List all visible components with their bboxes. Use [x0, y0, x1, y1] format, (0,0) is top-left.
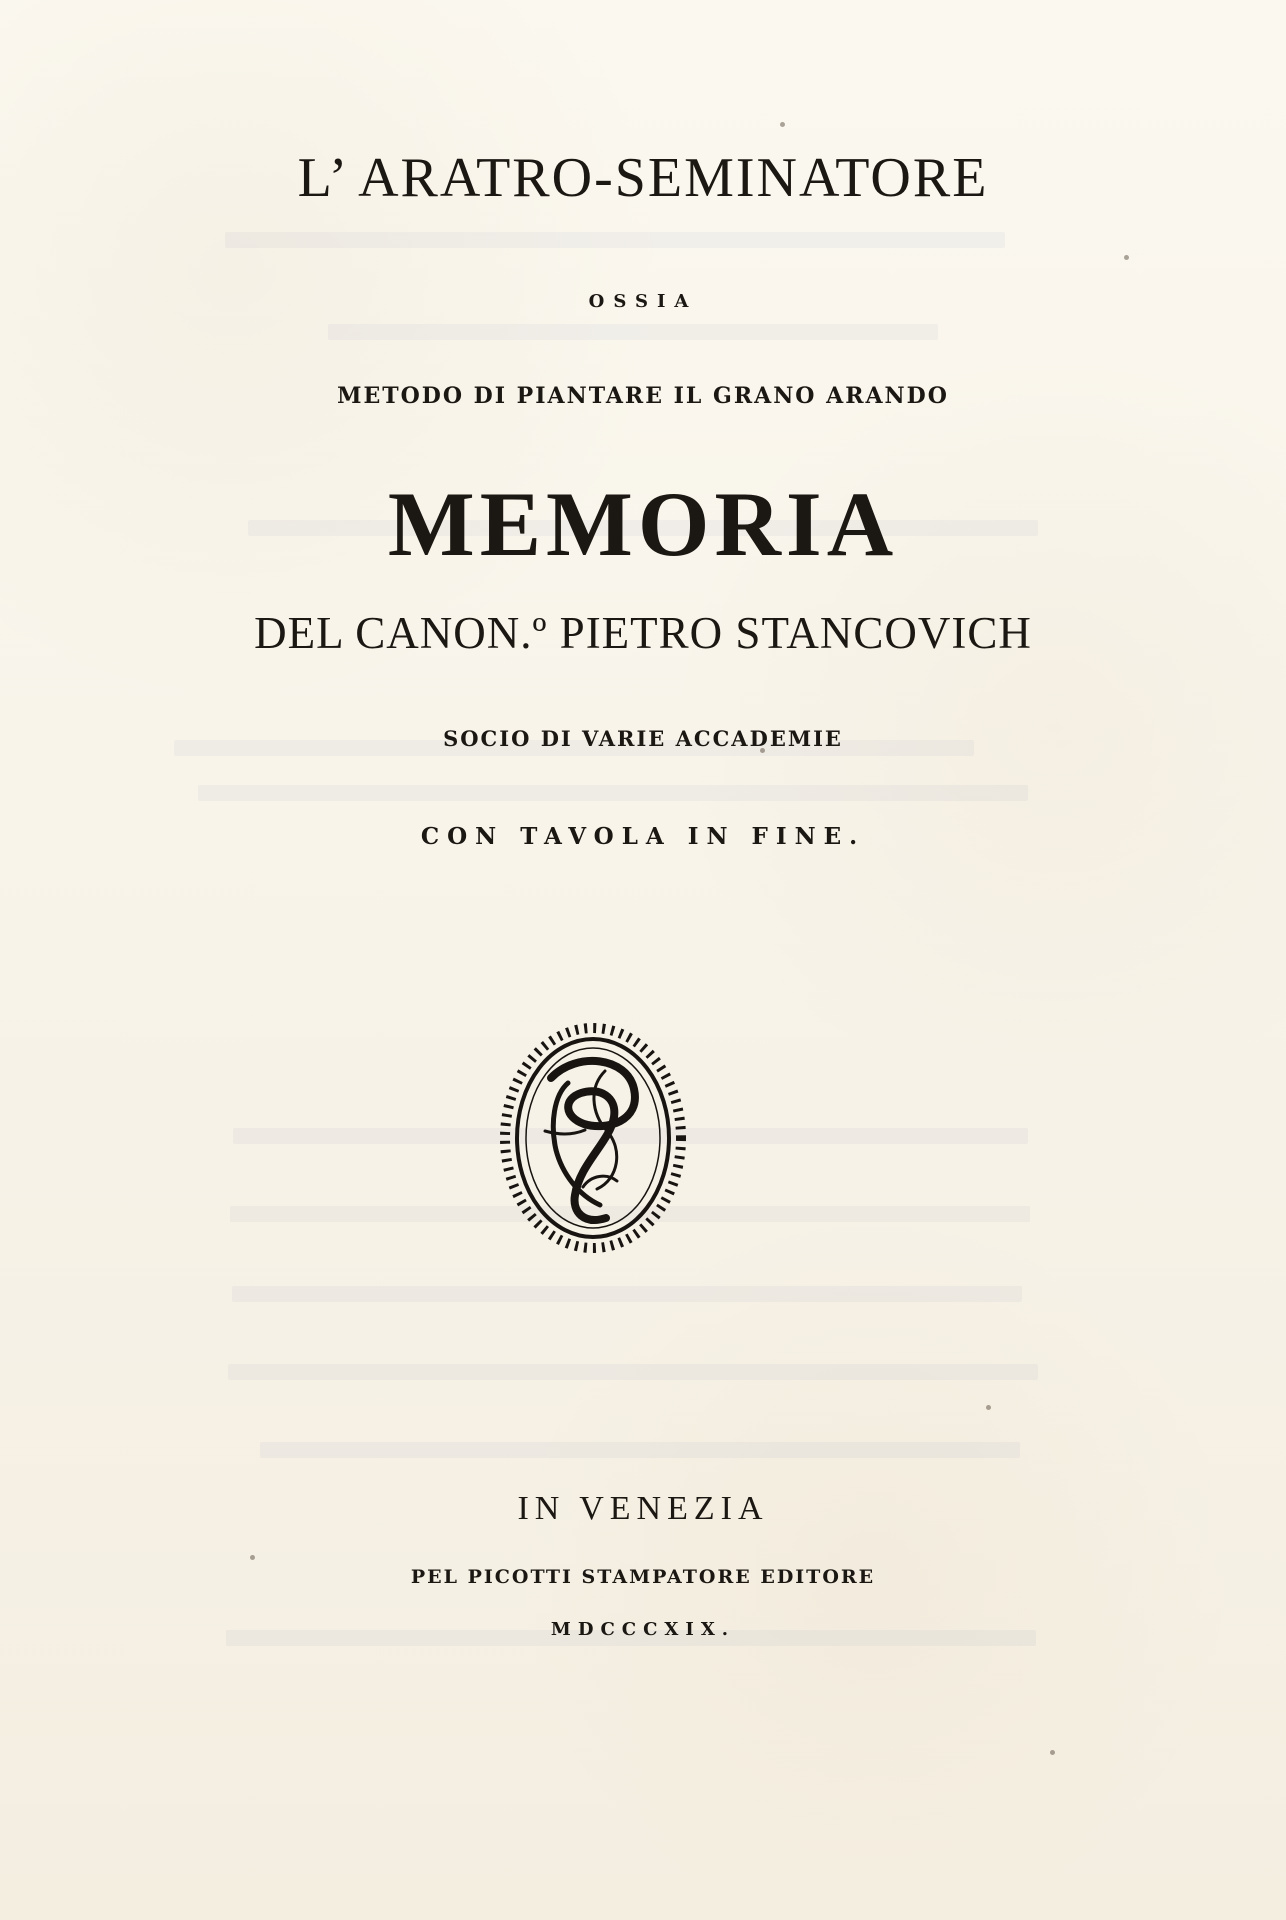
book-title: L’ ARATRO-SEMINATORE [297, 147, 989, 209]
paper-speck [986, 1405, 991, 1410]
show-through-line [260, 1442, 1020, 1458]
plate-note-line: CON TAVOLA IN FINE. [420, 823, 866, 850]
ornamental-monogram-icon [489, 1013, 697, 1263]
main-title: MEMORIA [387, 473, 899, 575]
show-through-line [228, 1364, 1038, 1380]
paper-speck [1050, 1750, 1055, 1755]
paper-speck [1124, 255, 1129, 260]
author-line: DEL CANON.º PIETRO STANCOVICH [254, 608, 1032, 658]
subtitle-line: METODO DI PIANTARE IL GRANO ARANDO [337, 383, 949, 409]
show-through-line [225, 232, 1005, 248]
show-through-line [328, 324, 938, 340]
ossia-line: OSSIA [588, 291, 698, 312]
publication-year: MDCCCXIX. [550, 1619, 736, 1640]
show-through-line [198, 785, 1028, 801]
author-role-line: SOCIO DI VARIE ACCADEMIE [443, 726, 843, 751]
paper-speck [250, 1555, 255, 1560]
paper-speck [780, 122, 785, 127]
printer-line: PEL PICOTTI STAMPATORE EDITORE [410, 1566, 876, 1588]
publication-city: IN VENEZIA [517, 1490, 769, 1527]
show-through-line [232, 1286, 1022, 1302]
paper-speck [760, 748, 765, 753]
